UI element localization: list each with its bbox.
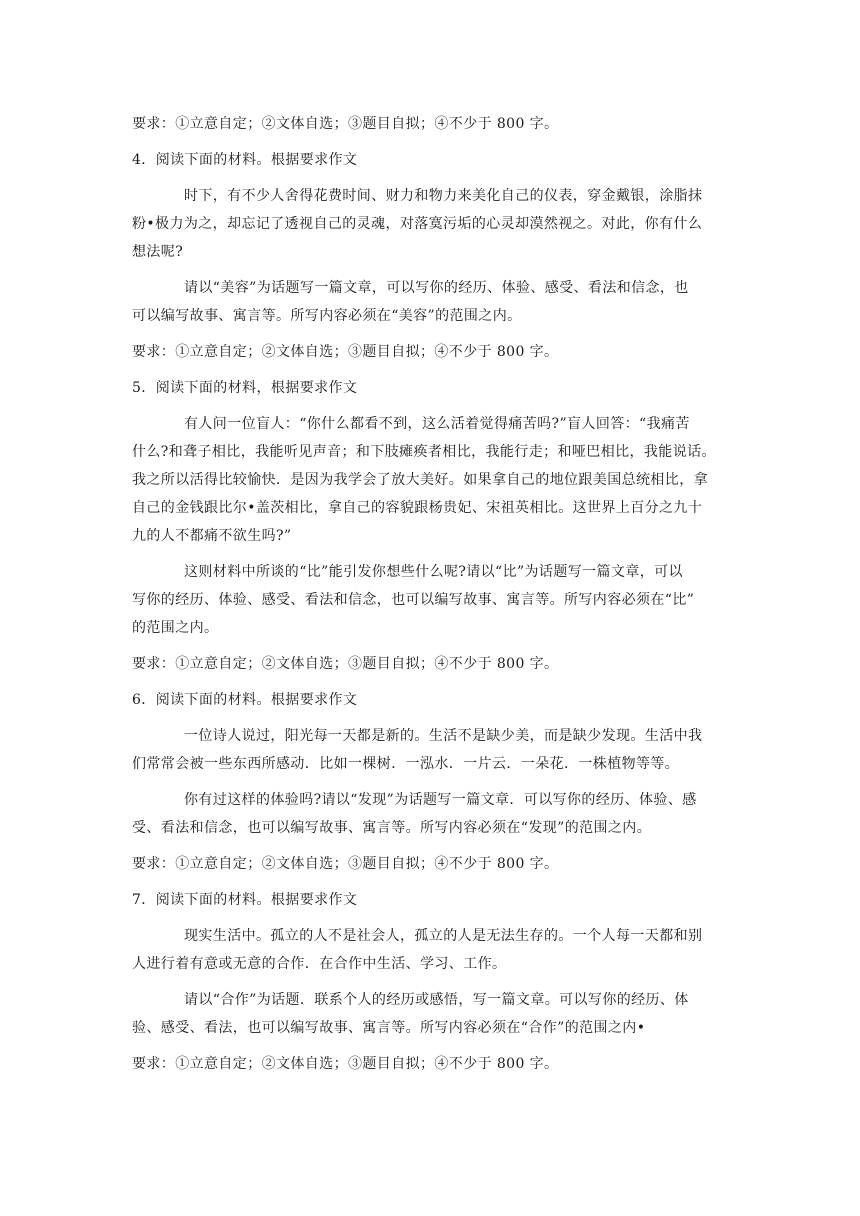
material-paragraph bbox=[132, 722, 736, 778]
requirements-line bbox=[132, 338, 736, 366]
requirements-line bbox=[132, 110, 736, 138]
question-heading bbox=[132, 886, 736, 914]
text-line: 时下，有不少人舍得花费时间、财力和物力来美化自己的仪表，穿金戴银，涂脂抹 bbox=[184, 188, 703, 204]
requirements-line bbox=[132, 1050, 736, 1078]
text-line: 5．阅读下面的材料，根据要求作文 bbox=[132, 380, 358, 396]
material-paragraph bbox=[132, 922, 736, 978]
text-line: 要求：①立意自定；②文体自选；③题目自拟；④不少于 800 字。 bbox=[132, 1056, 559, 1072]
material-paragraph bbox=[132, 274, 736, 330]
question-heading bbox=[132, 686, 736, 714]
question-heading bbox=[132, 146, 736, 174]
text-line: 现实生活中。孤立的人不是社会人，孤立的人是无法生存的。一个人每一天都和别 bbox=[184, 928, 703, 944]
text-line: 写你的经历、体验、感受、看法和信念，也可以编写故事、寓言等。所写内容必须在“比” bbox=[132, 592, 695, 608]
text-line: 验、感受、看法，也可以编写故事、寓言等。所写内容必须在“合作”的范围之内• bbox=[132, 1020, 646, 1036]
text-line: 要求：①立意自定；②文体自选；③题目自拟；④不少于 800 字。 bbox=[132, 116, 559, 132]
text-line: 什么?和聋子相比，我能听见声音；和下肢瘫痪者相比，我能行走；和哑巴相比，我能说话。 bbox=[132, 444, 716, 460]
material-paragraph bbox=[132, 986, 736, 1042]
material-paragraph bbox=[132, 786, 736, 842]
text-line: 6．阅读下面的材料。根据要求作文 bbox=[132, 692, 358, 708]
text-line: 可以编写故事、寓言等。所写内容必须在“美容”的范围之内。 bbox=[132, 308, 522, 324]
document-body bbox=[132, 110, 736, 1086]
text-line: 人进行着有意或无意的合作．在合作中生活、学习、工作。 bbox=[132, 956, 507, 972]
text-line: 要求：①立意自定；②文体自选；③题目自拟；④不少于 800 字。 bbox=[132, 856, 559, 872]
question-heading bbox=[132, 374, 736, 402]
text-line: 想法呢? bbox=[132, 244, 184, 260]
text-line: 受、看法和信念，也可以编写故事、寓言等。所写内容必须在“发现”的范围之内。 bbox=[132, 820, 652, 836]
text-line: 这则材料中所谈的“比”能引发你想些什么呢?请以“比”为话题写一篇文章，可以 bbox=[184, 564, 683, 580]
text-line: 自己的金钱跟比尔•盖茨相比，拿自己的容貌跟杨贵妃、宋祖英相比。这世界上百分之九十 bbox=[132, 500, 703, 516]
text-line: 要求：①立意自定；②文体自选；③题目自拟；④不少于 800 字。 bbox=[132, 656, 559, 672]
text-line: 粉•极力为之，却忘记了透视自己的灵魂，对落寞污垢的心灵却漠然视之。对此，你有什么 bbox=[132, 216, 703, 232]
text-line: 有人问一位盲人：“你什么都看不到，这么活着觉得痛苦吗?”盲人回答：“我痛苦 bbox=[184, 416, 690, 432]
text-line: 们常常会被一些东西所感动．比如一棵树．一泓水．一片云．一朵花．一株植物等等。 bbox=[132, 756, 680, 772]
text-line: 的范围之内。 bbox=[132, 620, 219, 636]
text-line: 一位诗人说过，阳光每一天都是新的。生活不是缺少美，而是缺少发现。生活中我 bbox=[184, 728, 703, 744]
text-line: 我之所以活得比较愉快．是因为我学会了放大美好。如果拿自己的地位跟美国总统相比，拿 bbox=[132, 472, 708, 488]
text-line: 你有过这样的体验吗?请以“发现”为话题写一篇文章．可以写你的经历、体验、感 bbox=[184, 792, 697, 808]
text-line: 4．阅读下面的材料。根据要求作文 bbox=[132, 152, 358, 168]
material-paragraph bbox=[132, 182, 736, 266]
text-line: 九的人不都痛不欲生吗?” bbox=[132, 528, 292, 544]
text-line: 请以“美容”为话题写一篇文章，可以写你的经历、体验、感受、看法和信念，也 bbox=[184, 280, 689, 296]
requirements-line bbox=[132, 650, 736, 678]
text-line: 7．阅读下面的材料。根据要求作文 bbox=[132, 892, 358, 908]
text-line: 请以“合作”为话题．联系个人的经历或感悟，写一篇文章。可以写你的经历、体 bbox=[184, 992, 689, 1008]
requirements-line bbox=[132, 850, 736, 878]
material-paragraph bbox=[132, 558, 736, 642]
text-line: 要求：①立意自定；②文体自选；③题目自拟；④不少于 800 字。 bbox=[132, 344, 559, 360]
material-paragraph bbox=[132, 410, 736, 550]
